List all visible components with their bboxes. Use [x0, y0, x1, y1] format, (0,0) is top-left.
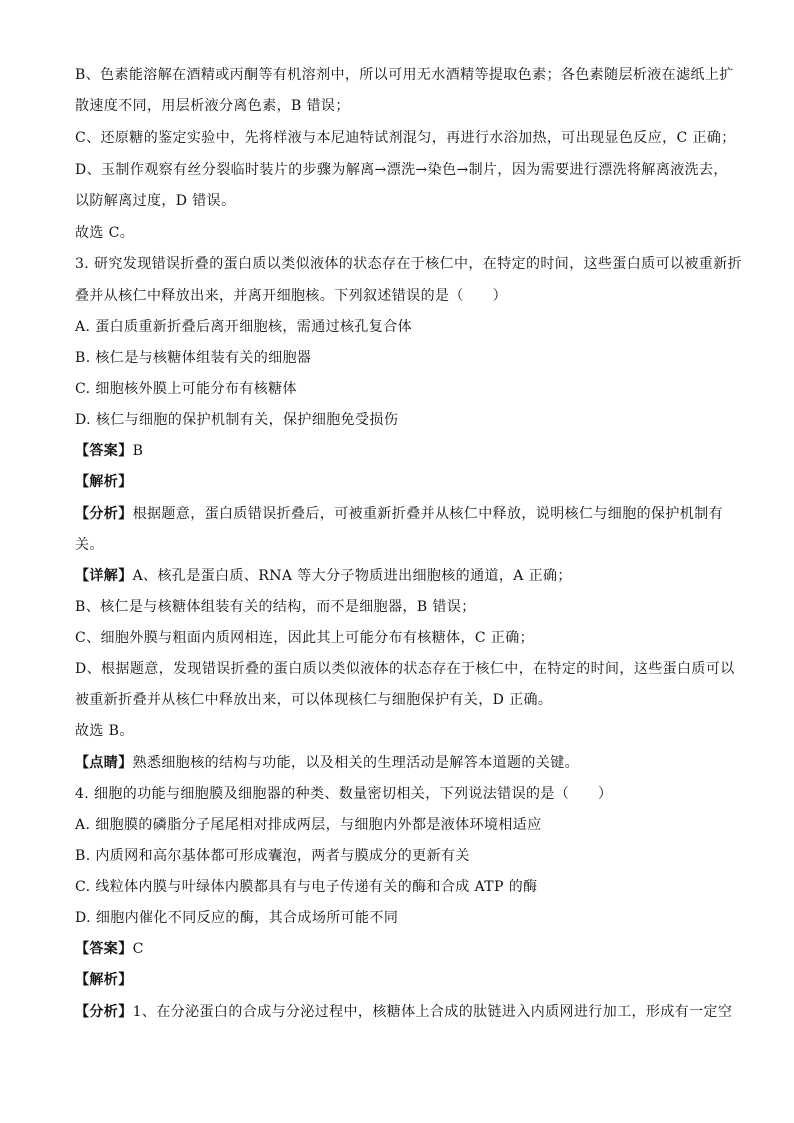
fenxi-tag: 【分析】	[75, 506, 133, 522]
option-d: D. 细胞内催化不同反应的酶，其合成场所可能不同	[75, 910, 399, 926]
comment-text: 熟悉细胞核的结构与功能，以及相关的生理活动是解答本道题的关键。	[132, 755, 580, 771]
text-line: B、色素能溶解在酒精或丙酮等有机溶剂中，所以可用无水酒精等提取色素；各色素随层析液在滤纸上扩	[75, 67, 734, 83]
fenxi-text: 1、在分泌蛋白的合成与分泌过程中，核糖体上合成的肽链进入内质网进行加工，形成有一定空	[132, 1004, 733, 1020]
answer-line	[75, 938, 735, 960]
text-line: 以防解离过度，D 错误。	[75, 193, 236, 209]
text-line: D、玉制作观察有丝分裂临时装片的步骤为解离→漂洗→染色→制片，因为需要进行漂洗将解离液洗去，	[75, 162, 728, 178]
analysis-tag: 【解析】	[75, 972, 133, 988]
text-line: 关。	[75, 537, 104, 553]
answer-value: C	[132, 941, 144, 957]
fenxi-text: 根据题意，蛋白质错误折叠后，可被重新折叠并从核仁中释放，说明核仁与细胞的保护机制有	[132, 506, 724, 522]
detail-tag: 【详解】	[75, 568, 133, 584]
analysis-tag: 【解析】	[75, 474, 133, 490]
question-3-stem: 3. 研究发现错误折叠的蛋白质以类似液体的状态存在于核仁中，在特定的时间，这些蛋白质可以被重新折	[75, 256, 743, 272]
comment-tag: 【点睛】	[75, 755, 133, 771]
option-a: A. 蛋白质重新折叠后离开细胞核，需通过核孔复合体	[75, 319, 413, 335]
option-c: C. 线粒体内膜与叶绿体内膜都具有与电子传递有关的酶和合成 ATP 的酶	[75, 879, 538, 895]
text-line: 散速度不同，用层析液分离色素，B 错误；	[75, 98, 350, 114]
answer-tag: 【答案】	[75, 443, 133, 459]
answer-tag: 【答案】	[75, 941, 133, 957]
option-d: D. 核仁与细胞的保护机制有关，保护细胞免受损伤	[75, 412, 399, 428]
option-b: B. 内质网和高尔基体都可形成囊泡，两者与膜成分的更新有关	[75, 848, 470, 864]
detail-line	[75, 565, 735, 587]
option-a: A. 细胞膜的磷脂分子尾尾相对排成两层，与细胞内外都是液体环境相适应	[75, 817, 542, 833]
fenxi-tag: 【分析】	[75, 1004, 133, 1020]
fenxi-line	[75, 1001, 735, 1023]
option-b: B. 核仁是与核糖体组装有关的细胞器	[75, 350, 312, 366]
text-line: 故选 C。	[75, 225, 135, 241]
text-line: C、细胞外膜与粗面内质网相连，因此其上可能分布有核糖体，C 正确；	[75, 630, 535, 646]
text-line: C、还原糖的鉴定实验中，先将样液与本尼迪特试剂混匀，再进行水浴加热，可出现显色反应，C 正确；	[75, 130, 736, 146]
question-4-stem: 4. 细胞的功能与细胞膜及细胞器的种类、数量密切相关，下列说法错误的是（ ）	[75, 786, 613, 802]
text-line: D、根据题意，发现错误折叠的蛋白质以类似液体的状态存在于核仁中，在特定的时间，这些蛋白质可以	[75, 661, 735, 677]
question-3-stem-cont: 叠并从核仁中释放出来，并离开细胞核。下列叙述错误的是（ ）	[75, 288, 507, 304]
text-line: 故选 B。	[75, 723, 134, 739]
answer-value: B	[132, 443, 144, 459]
fenxi-line	[75, 503, 735, 525]
text-line: 被重新折叠并从核仁中释放出来，可以体现核仁与细胞保护有关，D 正确。	[75, 692, 553, 708]
analysis-heading	[75, 471, 735, 493]
analysis-heading	[75, 969, 735, 991]
answer-line	[75, 440, 735, 462]
detail-text: A、核孔是蛋白质、RNA 等大分子物质进出细胞核的通道，A 正确；	[132, 568, 572, 584]
option-c: C. 细胞核外膜上可能分布有核糖体	[75, 381, 297, 397]
text-line: B、核仁是与核糖体组装有关的结构，而不是细胞器，B 错误；	[75, 599, 476, 615]
comment-line	[75, 752, 735, 774]
